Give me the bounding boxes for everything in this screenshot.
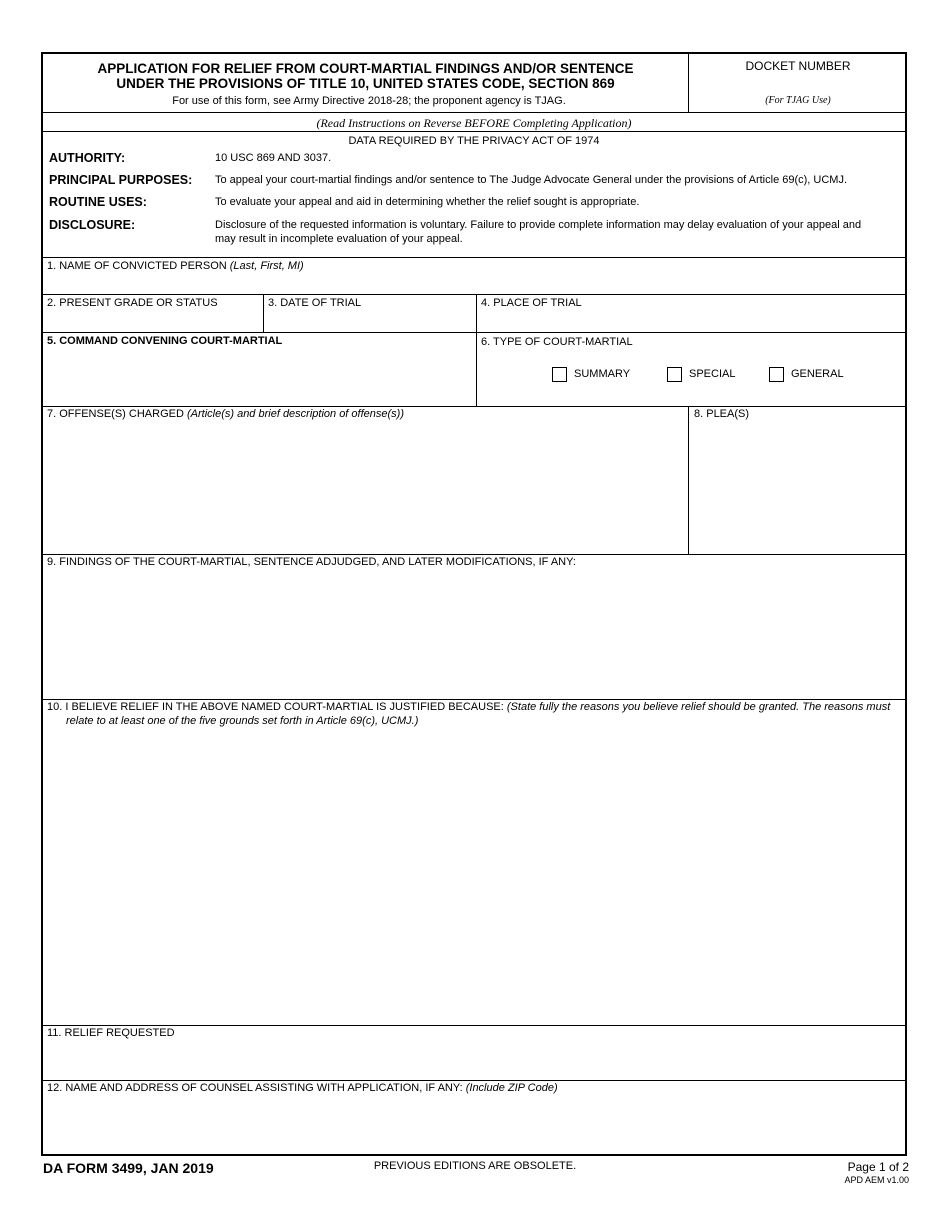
divider	[43, 554, 905, 555]
summary-checkbox[interactable]	[552, 367, 567, 382]
special-option-label: SPECIAL	[689, 368, 736, 380]
form-container	[41, 52, 907, 1156]
form-version: APD AEM v1.00	[844, 1175, 909, 1185]
divider	[43, 1025, 905, 1026]
instructions-note: (Read Instructions on Reverse BEFORE Completing Application)	[316, 116, 632, 130]
summary-option-label: SUMMARY	[574, 368, 631, 380]
authority-label: AUTHORITY:	[49, 151, 126, 165]
relief-justification-input[interactable]	[47, 732, 901, 1022]
field-10-hint-line2: relate to at least one of the five grounds set forth in Article 69(c), UCMJ.)	[66, 715, 419, 727]
findings-input[interactable]	[47, 572, 901, 694]
divider	[43, 257, 905, 258]
field-10-label: 10. I BELIEVE RELIEF IN THE ABOVE NAMED COURT-MARTIAL IS JUSTIFIED BECAUSE: (State fully the reasons you believe relief should be granted. The reasons must	[47, 701, 891, 713]
divider	[43, 406, 905, 407]
docket-number-field[interactable]	[693, 74, 903, 94]
field-6-label: 6. TYPE OF COURT-MARTIAL	[481, 336, 633, 348]
principal-purposes-label: PRINCIPAL PURPOSES:	[49, 173, 193, 187]
disclosure-text-line2: may result in incomplete evaluation of your appeal.	[215, 233, 463, 245]
field-1-label: 1. NAME OF CONVICTED PERSON (Last, First, MI)	[47, 260, 304, 272]
field-2-label: 2. PRESENT GRADE OR STATUS	[47, 297, 218, 309]
principal-purposes-text: To appeal your court-martial findings and/or sentence to The Judge Advocate General under the provisions of Article 69(c), UCMJ.	[215, 174, 848, 186]
command-convening-input[interactable]	[47, 350, 472, 402]
field-9-label: 9. FINDINGS OF THE COURT-MARTIAL, SENTENCE ADJUDGED, AND LATER MODIFICATIONS, IF ANY:	[47, 556, 576, 568]
date-of-trial-input[interactable]	[268, 312, 473, 330]
divider	[43, 699, 905, 700]
field-5-label: 5. COMMAND CONVENING COURT-MARTIAL	[47, 335, 283, 347]
divider	[263, 294, 264, 332]
authority-text: 10 USC 869 AND 3037.	[215, 152, 332, 164]
disclosure-label: DISCLOSURE:	[49, 218, 136, 232]
form-title	[43, 61, 688, 91]
disclosure-text-line1: Disclosure of the requested information is voluntary. Failure to provide complete information may delay evaluation of your appeal and	[215, 219, 862, 231]
field-3-label: 3. DATE OF TRIAL	[268, 297, 362, 309]
routine-uses-label: ROUTINE USES:	[49, 195, 147, 209]
form-identifier: DA FORM 3499, JAN 2019	[43, 1160, 214, 1176]
field-12-label: 12. NAME AND ADDRESS OF COUNSEL ASSISTING WITH APPLICATION, IF ANY: (Include ZIP Code)	[47, 1082, 558, 1094]
pleas-input[interactable]	[694, 424, 901, 550]
obsolete-notice: PREVIOUS EDITIONS ARE OBSOLETE.	[373, 1160, 577, 1172]
grade-status-input[interactable]	[47, 312, 257, 330]
general-checkbox[interactable]	[769, 367, 784, 382]
divider	[43, 294, 905, 295]
field-4-label: 4. PLACE OF TRIAL	[481, 297, 582, 309]
form-title-line1: APPLICATION FOR RELIEF FROM COURT-MARTIAL FINDINGS AND/OR SENTENCE	[97, 61, 634, 76]
place-of-trial-input[interactable]	[481, 312, 901, 330]
divider	[43, 112, 905, 113]
divider	[688, 406, 689, 554]
routine-uses-text: To evaluate your appeal and aid in determining whether the relief sought is appropriate.	[215, 196, 640, 208]
page-number: Page 1 of 2	[847, 1160, 909, 1174]
privacy-act-heading: DATA REQUIRED BY THE PRIVACY ACT OF 1974	[348, 135, 600, 147]
divider	[476, 294, 477, 406]
field-7-label: 7. OFFENSE(S) CHARGED (Article(s) and brief description of offense(s))	[47, 408, 404, 420]
divider	[43, 332, 905, 333]
relief-requested-input[interactable]	[47, 1042, 901, 1077]
divider	[43, 131, 905, 132]
docket-number-note: (For TJAG Use)	[765, 95, 831, 106]
form-title-line2: UNDER THE PROVISIONS OF TITLE 10, UNITED STATES CODE, SECTION 869	[116, 76, 615, 91]
docket-number-label: DOCKET NUMBER	[745, 59, 851, 73]
divider	[43, 1080, 905, 1081]
form-subtitle: For use of this form, see Army Directive 2018-28; the proponent agency is TJAG.	[172, 95, 566, 107]
special-checkbox[interactable]	[667, 367, 682, 382]
convicted-person-name-input[interactable]	[47, 274, 901, 292]
general-option-label: GENERAL	[791, 368, 844, 380]
field-8-label: 8. PLEA(S)	[694, 408, 750, 420]
counsel-name-address-input[interactable]	[47, 1098, 901, 1152]
field-11-label: 11. RELIEF REQUESTED	[47, 1027, 175, 1039]
offenses-charged-input[interactable]	[47, 424, 684, 550]
